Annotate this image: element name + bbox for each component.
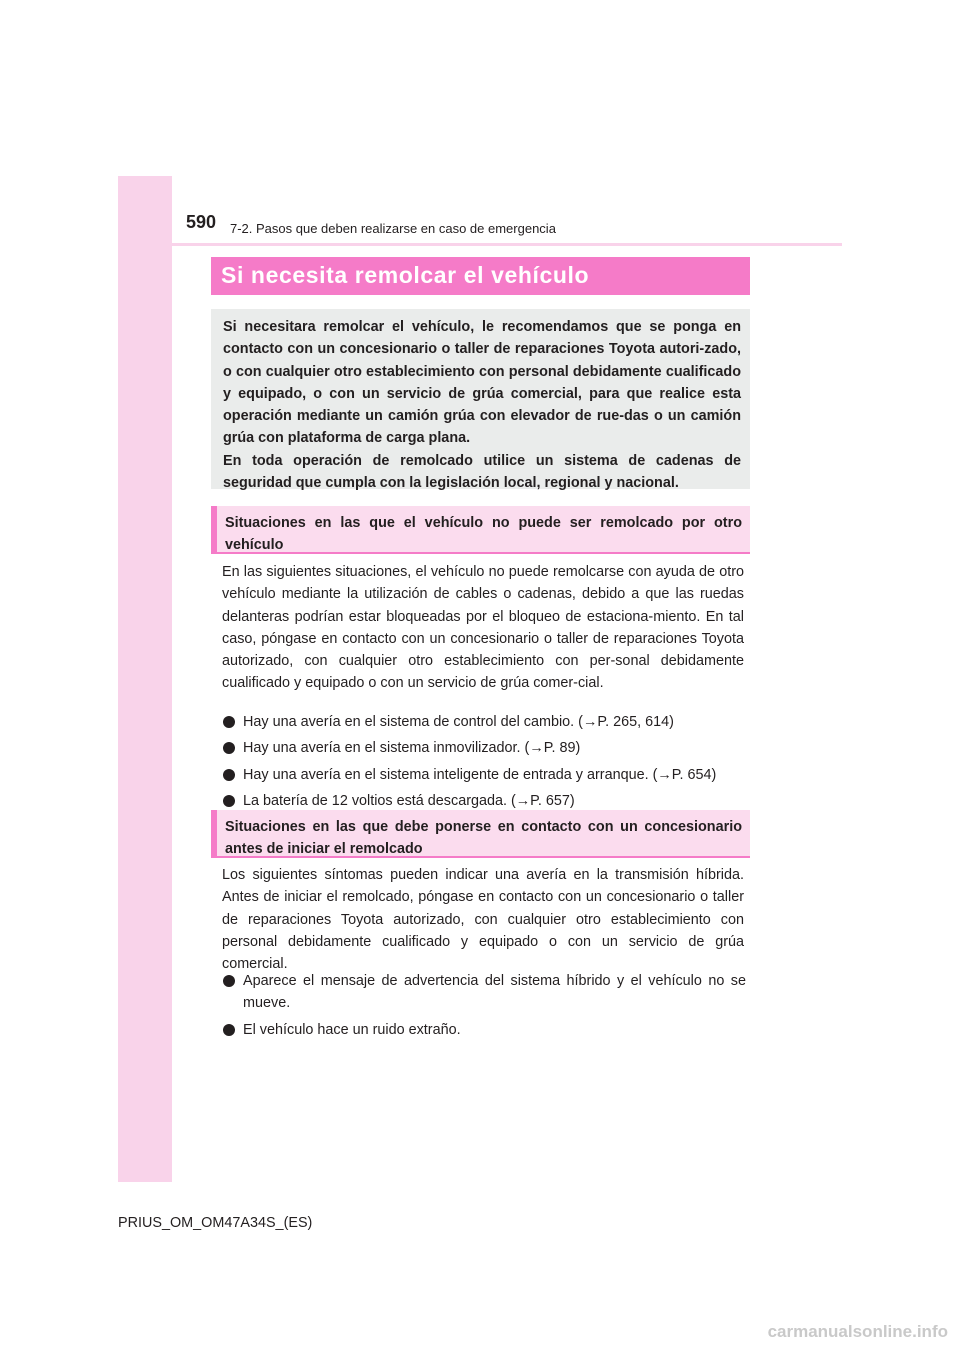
list-item-text: Hay una avería en el sistema inmovilizador. (→P. 89) xyxy=(243,740,581,757)
section-1-body: En las siguientes situaciones, el vehículo no puede remolcarse con ayuda de otro vehículo mediante la utilización de cables o cadenas, debido a que las ruedas delanteras podrían estar bloqueadas por el bloqueo de estaciona-miento. En tal caso, póngase en contacto con un concesionario o taller de reparaciones Toyota autorizado, con cualquier otro establecimiento con per-sonal debidamente cualificado y equipado o con un servicio de grúa comer-cial. xyxy=(222,564,744,692)
watermark: carmanualsonline.info xyxy=(767,1322,948,1341)
title-bar xyxy=(211,257,750,295)
subheading-text: Situaciones en las que debe ponerse en contacto con un concesionario antes de iniciar el remolcado xyxy=(225,819,742,857)
list-item xyxy=(222,970,746,1015)
intro-paragraph: En toda operación de remolcado utilice un sistema de cadenas de seguridad que cumpla con la legislación local, regional y nacional. xyxy=(223,452,741,492)
subheading-text: Situaciones en las que el vehículo no puede ser remolcado por otro vehículo xyxy=(225,515,742,553)
bullet-icon xyxy=(223,975,235,987)
bullet-icon xyxy=(223,795,235,807)
list-item xyxy=(222,711,746,733)
section-2-bullets xyxy=(222,970,746,1045)
list-item-text: El vehículo hace un ruido extraño. xyxy=(243,1021,461,1038)
intro-paragraph: Si necesitara remolcar el vehículo, le recomendamos que se ponga en contacto con un concesionario o taller de reparaciones Toyota autori-zado, o con cualquier otro establecimiento con personal debidamente cualificado y equipado, o con un servicio de grúa comercial, para que realice esta operación mediante un camión grúa con elevador de rue-das o un camión grúa con plataforma de carga plana. xyxy=(223,319,741,447)
section-2-body: Los siguientes síntomas pueden indicar una avería en la transmisión híbrida. Antes de iniciar el remolcado, póngase en contacto con un concesionario o taller de reparaciones Toyota autorizado, con cualquier otro establecimiento con personal debidamente cualificado y equipado o con un servicio de grúa comercial. xyxy=(222,867,744,973)
bullet-icon xyxy=(223,769,235,781)
subheading-no-tow xyxy=(211,506,750,554)
header-rule xyxy=(172,243,842,246)
subheading-contact-dealer xyxy=(211,810,750,858)
document-code: PRIUS_OM_OM47A34S_(ES) xyxy=(118,1215,313,1231)
page-title: Si necesita remolcar el vehículo xyxy=(221,262,590,288)
list-item-text: Aparece el mensaje de advertencia del sistema híbrido y el vehículo no se mueve. xyxy=(243,973,746,1012)
list-item xyxy=(222,1019,746,1041)
section-1-bullets xyxy=(222,711,746,816)
list-item xyxy=(222,737,746,759)
list-item xyxy=(222,790,746,812)
bullet-icon xyxy=(223,1024,235,1036)
bullet-icon xyxy=(223,742,235,754)
page-number: 590 xyxy=(186,212,217,232)
side-margin-strip xyxy=(118,176,172,1182)
list-item-text: La batería de 12 voltios está descargada. (→P. 657) xyxy=(243,792,575,809)
page-header xyxy=(172,212,842,246)
list-item-text: Hay una avería en el sistema de control del cambio. (→P. 265, 614) xyxy=(243,714,674,730)
list-item xyxy=(222,764,746,786)
bullet-icon xyxy=(223,716,235,728)
intro-box xyxy=(211,309,750,492)
section-title: 7-2. Pasos que deben realizarse en caso de emergencia xyxy=(230,221,556,236)
intro-text xyxy=(223,316,741,494)
list-item-text: Hay una avería en el sistema inteligente de entrada y arranque. (→P. 654) xyxy=(243,766,717,783)
